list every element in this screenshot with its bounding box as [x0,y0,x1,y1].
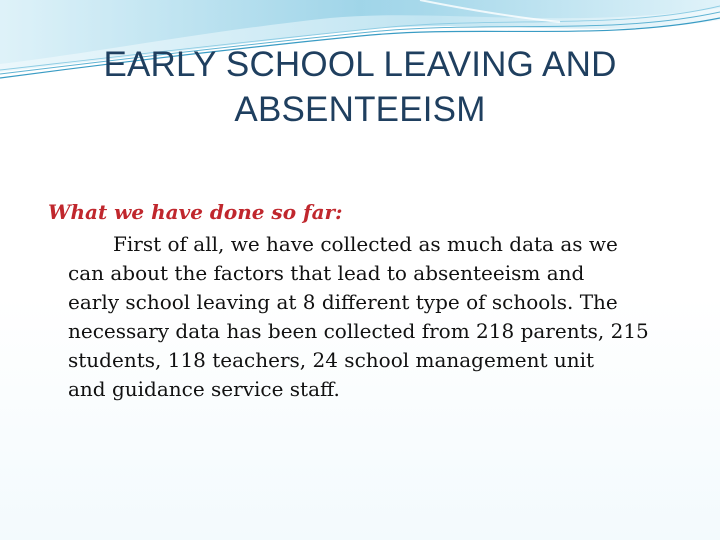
paragraph-line: early school leaving at 8 different type of schools. The [68,290,618,314]
slide-title-line-2: ABSENTEEISM [234,90,486,129]
slide-body [48,196,698,404]
paragraph-line: students, 118 teachers, 24 school management unit [68,348,595,372]
slide-title [40,42,680,132]
section-subheading: What we have done so far: [48,200,343,224]
paragraph-line: can about the factors that lead to absenteeism and [68,261,585,285]
paragraph-line: and guidance service staff. [68,377,340,401]
paragraph-line: necessary data has been collected from 218 parents, 215 [68,319,649,343]
body-paragraph [48,230,698,404]
paragraph-line: First of all, we have collected as much data as we [113,232,618,256]
slide-title-line-1: EARLY SCHOOL LEAVING AND [103,45,617,84]
